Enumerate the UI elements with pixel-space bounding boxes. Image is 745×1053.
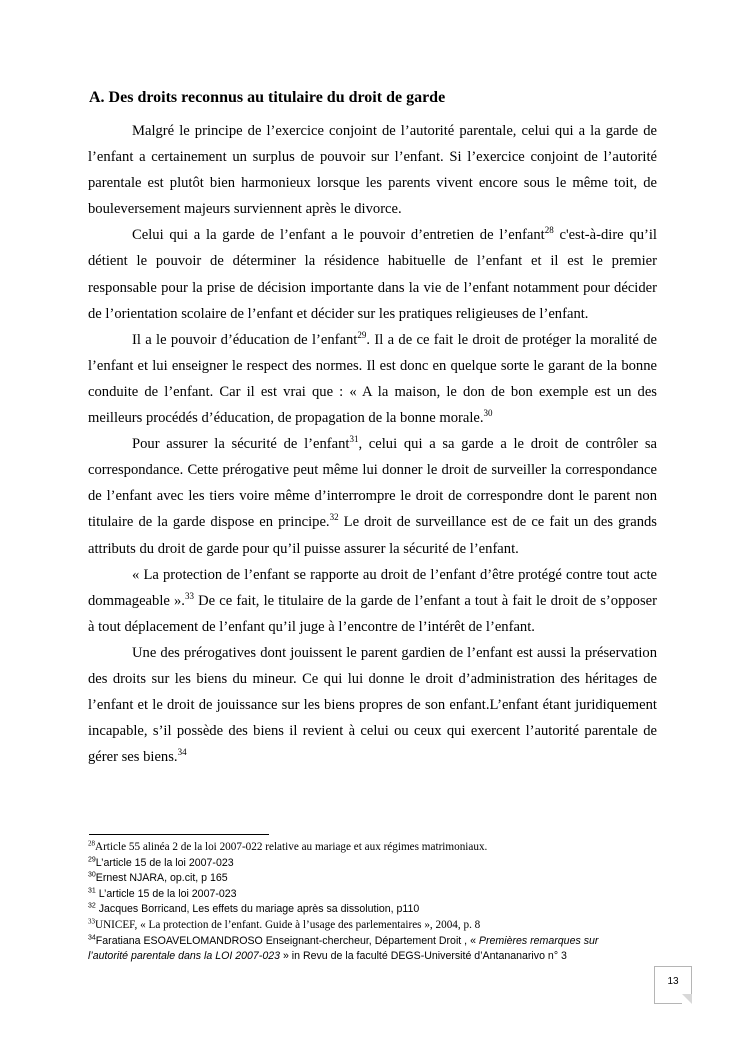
- body-text: [88, 118, 657, 770]
- footnote-continuation: l’autorité parentale dans la LOI 2007-023 » in Revu de la faculté DEGS-Université d’Antananarivo n° 3: [88, 950, 567, 963]
- footnote-ref: 32: [329, 512, 339, 523]
- footnote-separator: [89, 834, 269, 835]
- paragraph: Une des prérogatives dont jouissent le parent gardien de l’enfant est aussi la préservation des droits sur les biens du mineur. Ce qui lui donne le droit d’administration des héritages de l’enfant et le droit de jouissance sur les biens propres de son enfant.L’enfant étant juridiquement incapable, s’il possède des biens il revient à celui ou ceux qui exercent l’autorité parentale de gérer ses biens.$^{34}$: [88, 644, 657, 766]
- paragraph: Malgré le principe de l’exercice conjoint de l’autorité parentale, celui qui a la garde de l’enfant a certainement un surplus de pouvoir sur l’enfant. Si l’exercice conjoint de l’autorité parentale est plutôt bien harmonieux lorsque les parents vivent encore sous le même toit, de bouleversement majeurs surviennent après le divorce.: [88, 123, 657, 218]
- footnote-ref: 33: [184, 590, 194, 601]
- footnotes: [88, 840, 663, 965]
- footnote: $^{32}$ Jacques Borricand, Les effets du mariage après sa dissolution, p110: [88, 902, 420, 916]
- footnote-ref: 28: [544, 225, 554, 236]
- footnote-ref: 29: [357, 329, 367, 340]
- footnote-ref: 30: [483, 408, 493, 419]
- paragraph: « La protection de l’enfant se rapporte au droit de l’enfant d’être protégé contre tout acte dommageable ».$^{33}$ De ce fait, le titulaire de la garde de l’enfant a tout à fait le droit de s’opposer à tout déplacement de l’enfant qu’il juge à l’encontre de l’intérêt de l’enfant.: [88, 566, 657, 635]
- footnote: $^{31}$ L’article 15 de la loi 2007-023: [88, 887, 237, 900]
- footnote: $^{34}$Faratiana ESOAVELOMANDROSO Enseignant-chercheur, Département Droit , « Premières remarques sur: [88, 934, 599, 947]
- footnote: $^{28}$Article 55 alinéa 2 de la loi 2007-022 relative au mariage et aux régimes matrimoniaux.: [88, 839, 488, 853]
- section-heading: A. Des droits reconnus au titulaire du droit de garde: [89, 89, 446, 106]
- page-curl-icon: [682, 994, 692, 1004]
- paragraph: Celui qui a la garde de l’enfant a le pouvoir d’entretien de l’enfant$^{28}$ c'est-à-dire qu’il détient le pouvoir de déterminer la résidence habituelle de l’enfant et il est le premier responsable pour la prise de décision importante dans la vie de l’enfant notamment pour décider de l’orientation scolaire de l’enfant et décider sur les pratiques religieuses de l’enfant.: [88, 225, 657, 322]
- footnote-ref: 31: [349, 434, 359, 445]
- footnote-ref: 34: [177, 747, 187, 758]
- footnote: $^{29}$L’article 15 de la loi 2007-023: [88, 856, 234, 869]
- paragraph: Pour assurer la sécurité de l’enfant$^{31}$, celui qui a sa garde a le droit de contrôler sa correspondance. Cette prérogative peut même lui donner le droit de surveiller la correspondance de l’enfant avec les tiers voire même d’interrompre le droit de correspondre dont le parent non titulaire de la garde dispose en principe.$^{32}$ Le droit de surveillance est de ce fait un des grands attributs du droit de garde pour qu’il puisse assurer la sécurité de l’enfant.: [88, 434, 657, 557]
- footnote: $^{33}$UNICEF, « La protection de l’enfant. Guide à l’usage des parlementaires », 2004, p. 8: [88, 917, 481, 931]
- footnote: $^{30}$Ernest NJARA, op.cit, p 165: [88, 871, 228, 885]
- page-number: 13: [654, 966, 692, 1004]
- paragraph: Il a le pouvoir d’éducation de l’enfant$^{29}$. Il a de ce fait le droit de protéger la moralité de l’enfant et lui enseigner le respect des normes. Il est donc en quelque sorte le garant de la bonne conduite de l’enfant. Car il est vrai que : « A la maison, le don de bon exemple est un des meilleurs procédés d’éducation, de propagation de la bonne morale.$^{30}$: [88, 329, 657, 427]
